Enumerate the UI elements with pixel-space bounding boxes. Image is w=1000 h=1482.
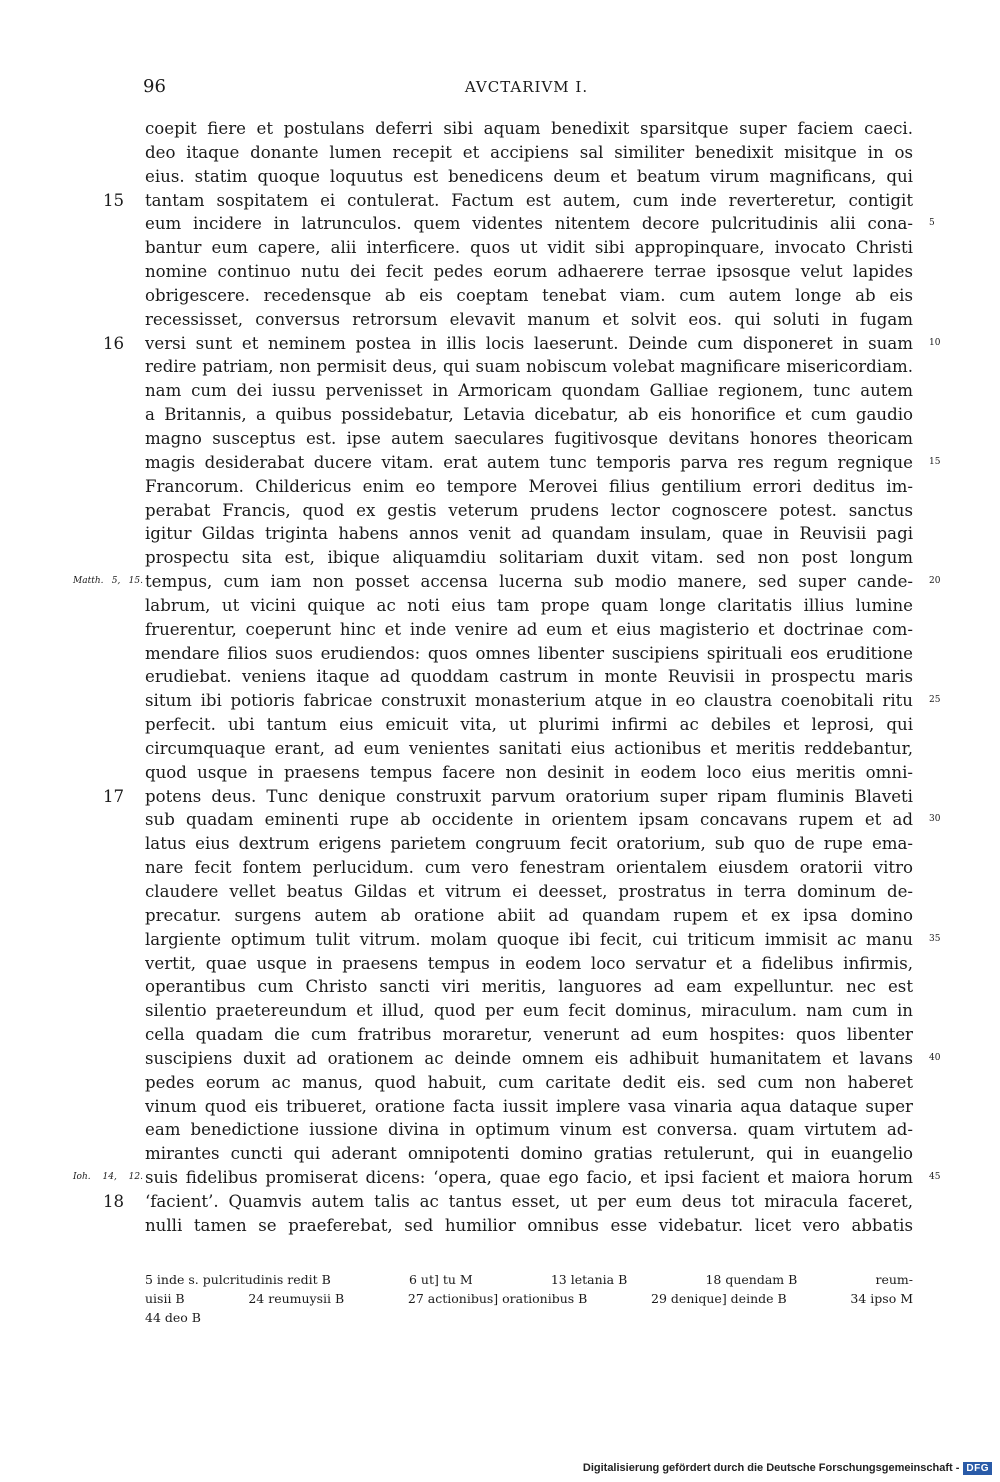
- text-line: [145, 737, 913, 761]
- text-line: [145, 546, 913, 570]
- text-line: [145, 928, 941, 952]
- chapter-number: 16: [103, 333, 125, 353]
- text-line: [145, 1214, 913, 1238]
- text-line: [145, 1023, 913, 1047]
- chapter-number: 17: [103, 786, 125, 806]
- line-text: potens deus. Tunc denique construxit parvum oratorium super ripam fluminis Blaveti: [145, 786, 913, 806]
- footnote-row: [145, 1289, 913, 1308]
- line-text: perabat Francis, quod ex gestis veterum prudens lector cognoscere potest. sanctus: [145, 500, 913, 520]
- text-line: [145, 1071, 913, 1095]
- line-text: silentio praetereundum et illud, quod per eum fecit dominus, miraculum. nam cum in: [145, 1001, 913, 1021]
- line-text: latus eius dextrum erigens parietem congruum fecit oratorium, sub quo de rupe ema-: [145, 834, 913, 854]
- line-text: redire patriam, non permisit deus, qui suam nobiscum volebat magnificare misericordiam.: [145, 357, 913, 377]
- text-line: [103, 785, 913, 809]
- text-line: [73, 570, 941, 594]
- text-line: [145, 1047, 941, 1071]
- footnote: 5 inde s. pulcritudinis redit B: [145, 1272, 331, 1287]
- text-line: [145, 403, 913, 427]
- text-line: [145, 451, 941, 475]
- main-text: [73, 117, 941, 1238]
- line-text: vertit, quae usque in praesens tempus in eodem loco servatur et a fidelibus infirmis,: [145, 953, 913, 973]
- line-text: labrum, ut vicini quique ac noti eius tam prope quam longe claritatis illius lumine: [145, 595, 913, 615]
- line-text: ‘facient’. Quamvis autem talis ac tantus esset, ut per eum deus tot miracula faceret,: [145, 1191, 913, 1211]
- line-text: coepit fiere et postulans deferri sibi aquam benedixit sparsitque super faciem caeci.: [145, 119, 913, 138]
- line-text: eius. statim quoque loquutus est benedicens deum et beatum virum magnificans, qui: [145, 166, 913, 186]
- line-text: mirantes cuncti qui aderant omnipotenti domino gratias retulerunt, qui in euangelio: [145, 1144, 913, 1164]
- line-text: tempus, cum iam non posset accensa lucerna sub modio manere, sed super cande-: [145, 572, 913, 592]
- line-text: a Britannis, a quibus possidebatur, Letavia dicebatur, ab eis honorifice et cum gaudio: [145, 405, 913, 425]
- line-text: fruerentur, coeperunt hinc et inde venire ad eum et eius magisterio et doctrinae com-: [145, 619, 913, 639]
- text-line: [145, 141, 913, 165]
- line-text: eum incidere in latrunculos. quem videntes nitentem decore pulcritudinis alii cona-: [145, 214, 913, 234]
- line-text: erudiebat. veniens itaque ad quoddam castrum in monte Reuvisii in prospectu maris: [145, 667, 913, 687]
- line-text: eam benedictione iussione divina in optimum vinum est conversa. quam virtutem ad-: [145, 1120, 913, 1140]
- footnote: 44 deo B: [145, 1310, 201, 1325]
- line-text: situm ibi potioris fabricae construxit monasterium atque in eo claustra coenobitali ritu: [145, 691, 913, 711]
- line-text: precatur. surgens autem ab oratione abiit ad quandam rupem et ex ipsa domino: [145, 905, 913, 925]
- line-text: largiente optimum tulit vitrum. molam quoque ibi fecit, cui triticum immisit ac manu: [145, 929, 913, 949]
- text-line: [145, 355, 913, 379]
- text-line: [145, 952, 913, 976]
- line-number: 30: [929, 814, 941, 825]
- line-text: operantibus cum Christo sancti viri meritis, languores ad eam expelluntur. nec est: [145, 977, 913, 997]
- line-text: vinum quod eis tribueret, oratione facta iussit implere vasa vinaria aqua dataque super: [145, 1096, 913, 1116]
- text-line: [103, 189, 913, 213]
- text-line: [145, 808, 941, 832]
- text-line: [145, 522, 913, 546]
- footnote-row: [145, 1270, 913, 1289]
- line-text: recessisset, conversus retrorsum elevavit manum et solvit eos. qui soluti in fugam: [145, 309, 913, 329]
- text-line: [145, 117, 913, 141]
- margin-reference: Matth. 5, 15.: [73, 576, 143, 587]
- line-text: magis desiderabat ducere vitam. erat autem tunc temporis parva res regum regnique: [145, 452, 913, 472]
- dfg-logo: DFG: [963, 1462, 992, 1475]
- line-text: Francorum. Childericus enim eo tempore Merovei filius gentilium errori deditus im-: [145, 476, 913, 496]
- line-text: pedes eorum ac manus, quod habuit, cum caritate dedit eis. sed cum non haberet: [145, 1072, 913, 1092]
- margin-reference: Ioh. 14, 12.: [73, 1172, 143, 1183]
- running-title: AVCTARIVM I.: [464, 78, 589, 96]
- footnote: 13 letania B: [550, 1272, 628, 1287]
- footnote-row: [145, 1308, 913, 1327]
- text-line: [145, 856, 913, 880]
- text-line: [145, 689, 941, 713]
- footnote: 34 ipso M: [850, 1291, 913, 1306]
- line-text: suscipiens duxit ad orationem ac deinde omnem eis adhibuit humanitatem et lavans: [145, 1048, 913, 1068]
- text-line: [145, 236, 913, 260]
- footnote: 6 ut] tu M: [408, 1272, 473, 1287]
- text-line: [145, 475, 913, 499]
- text-line: [145, 212, 935, 236]
- line-text: circumquaque erant, ad eum venientes sanitati eius actionibus et meritis reddebantur,: [145, 738, 913, 758]
- line-text: cella quadam die cum fratribus moraretur, venerunt ad eum hospites: quos libenter: [145, 1025, 913, 1045]
- line-text: sub quadam eminenti rupe ab occidente in orientem ipsam concavans rupem et ad: [145, 810, 913, 830]
- text-line: [145, 904, 913, 928]
- funding-footer: [583, 1460, 992, 1476]
- line-number: 10: [929, 337, 941, 348]
- text-line: [145, 880, 913, 904]
- text-line: [103, 1190, 913, 1214]
- line-text: nomine continuo nutu dei fecit pedes eorum adhaerere terrae ipsosque velut lapides: [145, 262, 913, 282]
- page-number: 96: [143, 76, 166, 97]
- text-line: [145, 1142, 913, 1166]
- text-line: [73, 1166, 941, 1190]
- line-text: quod usque in praesens tempus facere non desinit in eodem loco eius meritis omni-: [145, 762, 913, 782]
- text-line: [103, 332, 941, 356]
- line-text: igitur Gildas triginta habens annos venit ad quandam insulam, quae in Reuvisii pagi: [145, 524, 913, 544]
- line-text: perfecit. ubi tantum eius emicuit vita, ut plurimi infirmi ac debiles et leprosi, qui: [145, 715, 913, 735]
- footnote: reum-: [875, 1272, 913, 1287]
- page-header: [140, 76, 913, 102]
- line-text: prospectu sita est, ibique aliquamdiu solitariam duxit vitam. sed non post longum: [145, 548, 913, 568]
- line-text: tantam sospitatem ei contulerat. Factum est autem, cum inde reverteretur, contigit: [145, 190, 913, 210]
- line-text: nulli tamen se praeferebat, sed humilior omnibus esse videbatur. licet vero abbatis: [145, 1215, 913, 1235]
- line-text: mendare filios suos erudiendos: quos omnes libenter suscipiens spirituali eos eruditione: [145, 643, 913, 663]
- line-number: 5: [929, 218, 935, 229]
- text-line: [145, 999, 913, 1023]
- line-text: claudere vellet beatus Gildas et vitrum ei deesset, prostratus in terra dominum de-: [145, 882, 913, 901]
- text-line: [145, 308, 913, 332]
- text-line: [145, 713, 913, 737]
- line-text: obrigescere. recedensque ab eis coeptam tenebat viam. cum autem longe ab eis: [145, 285, 913, 305]
- line-number: 45: [929, 1172, 941, 1183]
- text-line: [145, 665, 913, 689]
- footnote: 24 reumuysii B: [248, 1291, 345, 1306]
- text-line: [145, 618, 913, 642]
- chapter-number: 15: [103, 190, 125, 210]
- funding-text: Digitalisierung gefördert durch die Deutsche Forschungsgemeinschaft -: [582, 1462, 960, 1474]
- text-line: [145, 284, 913, 308]
- line-text: nam cum dei iussu pervenisset in Armoricam quondam Galliae regionem, tunc autem: [145, 381, 913, 401]
- line-text: versi sunt et neminem postea in illis locis laeserunt. Deinde cum disponeret in suam: [145, 333, 913, 353]
- line-number: 35: [929, 933, 941, 944]
- text-line: [145, 1118, 913, 1142]
- footnote: 27 actionibus] orationibus B: [407, 1291, 588, 1306]
- text-line: [145, 761, 913, 785]
- text-line: [145, 832, 913, 856]
- text-line: [145, 427, 913, 451]
- line-number: 40: [929, 1052, 941, 1063]
- text-line: [145, 975, 913, 999]
- line-text: bantur eum capere, alii interficere. quos ut vidit sibi appropinquare, invocato Christi: [145, 238, 913, 258]
- line-number: 15: [929, 456, 941, 467]
- text-line: [145, 1095, 913, 1119]
- text-line: [145, 594, 913, 618]
- line-number: 20: [929, 576, 941, 587]
- text-line: [145, 260, 913, 284]
- text-line: [145, 642, 913, 666]
- text-line: [145, 499, 913, 523]
- footnotes: [145, 1270, 913, 1327]
- footnote: 29 denique] deinde B: [651, 1291, 787, 1306]
- line-text: deo itaque donante lumen recepit et accipiens sal similiter benedixit misitque in os: [145, 142, 913, 162]
- footnote: 18 quendam B: [705, 1272, 798, 1287]
- line-text: suis fidelibus promiserat dicens: ‘opera, quae ego facio, et ipsi facient et maiora horum: [145, 1168, 913, 1188]
- chapter-number: 18: [103, 1191, 125, 1211]
- text-line: [145, 165, 913, 189]
- text-line: [145, 379, 913, 403]
- line-text: magno susceptus est. ipse autem saeculares fugitivosque devitans honores theoricam: [145, 428, 913, 448]
- footnote: uisii B: [145, 1291, 185, 1306]
- line-text: nare fecit fontem perlucidum. cum vero fenestram orientalem eiusdem oratorii vitro: [145, 858, 913, 878]
- line-number: 25: [929, 695, 941, 706]
